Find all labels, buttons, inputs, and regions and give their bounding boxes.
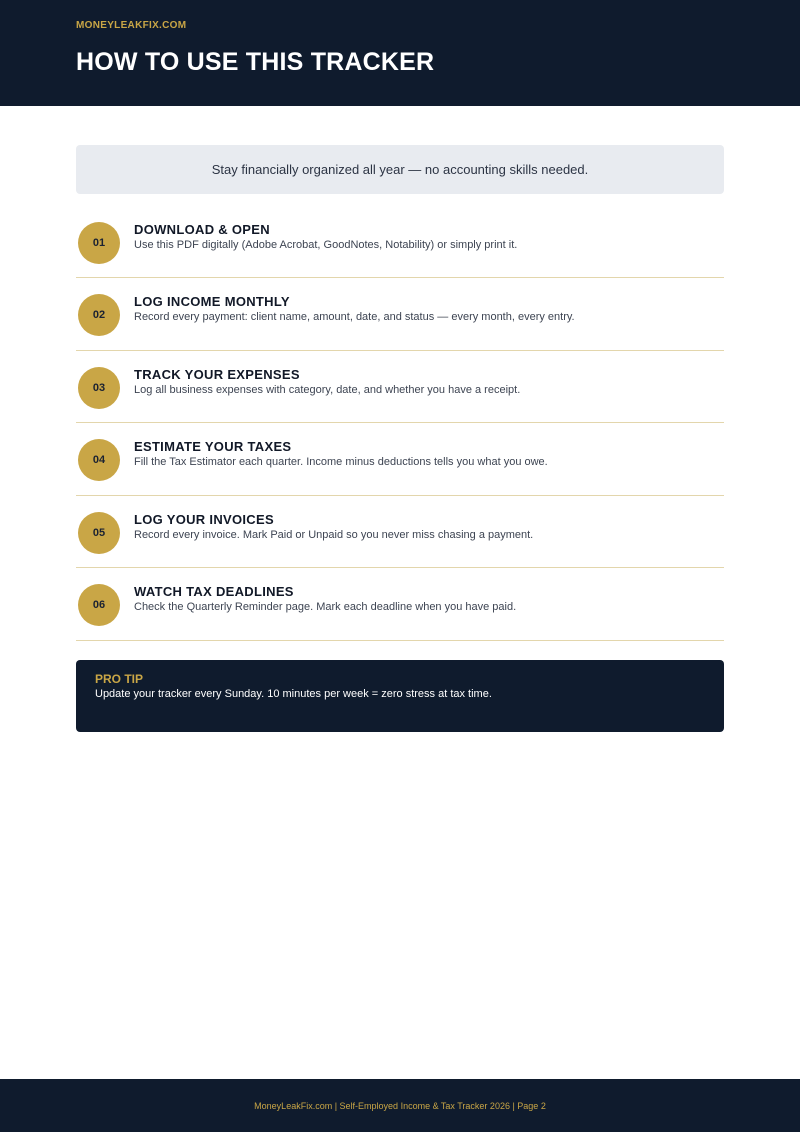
footer-text: MoneyLeakFix.com | Self-Employed Income & Tax Tracker 2026 | Page 2 xyxy=(254,1100,546,1111)
intro-banner xyxy=(76,145,724,194)
steps-list xyxy=(76,206,724,641)
step-item xyxy=(76,206,724,278)
step-item xyxy=(76,568,724,641)
page-header xyxy=(0,0,800,106)
step-title: ESTIMATE YOUR TAXES xyxy=(134,439,292,454)
step-number-badge: 02 xyxy=(78,294,120,336)
step-description: Check the Quarterly Reminder page. Mark each deadline when you have paid. xyxy=(134,601,517,613)
step-item xyxy=(76,351,724,424)
step-number-badge: 04 xyxy=(78,439,120,481)
step-number-badge: 05 xyxy=(78,512,120,554)
step-title: LOG INCOME MONTHLY xyxy=(134,294,290,309)
step-description: Record every invoice. Mark Paid or Unpaid so you never miss chasing a payment. xyxy=(134,528,534,541)
intro-text: Stay financially organized all year — no accounting skills needed. xyxy=(211,162,589,177)
step-number-badge: 03 xyxy=(78,367,120,409)
step-item xyxy=(76,423,724,496)
step-title: WATCH TAX DEADLINES xyxy=(134,584,294,599)
step-item xyxy=(76,278,724,351)
step-title: DOWNLOAD & OPEN xyxy=(134,222,270,237)
pro-tip-heading: PRO TIP xyxy=(95,672,144,686)
page-footer xyxy=(0,1079,800,1132)
pro-tip-box xyxy=(76,660,724,732)
page-title: HOW TO USE THIS TRACKER xyxy=(76,48,435,76)
step-number-badge: 01 xyxy=(78,222,120,264)
pro-tip-text: Update your tracker every Sunday. 10 minutes per week = zero stress at tax time. xyxy=(95,688,492,700)
step-number-badge: 06 xyxy=(78,584,120,626)
step-description: Record every payment: client name, amount, date, and status — every month, every entry. xyxy=(134,311,575,323)
step-item xyxy=(76,496,724,569)
step-title: LOG YOUR INVOICES xyxy=(134,511,274,527)
step-title: TRACK YOUR EXPENSES xyxy=(134,366,300,382)
step-description: Fill the Tax Estimator each quarter. Income minus deductions tells you what you owe. xyxy=(134,456,548,468)
step-description: Use this PDF digitally (Adobe Acrobat, GoodNotes, Notability) or simply print it. xyxy=(134,239,518,251)
brand-name: MONEYLEAKFIX.COM xyxy=(76,20,187,31)
step-description: Log all business expenses with category, date, and whether you have a receipt. xyxy=(134,383,521,396)
